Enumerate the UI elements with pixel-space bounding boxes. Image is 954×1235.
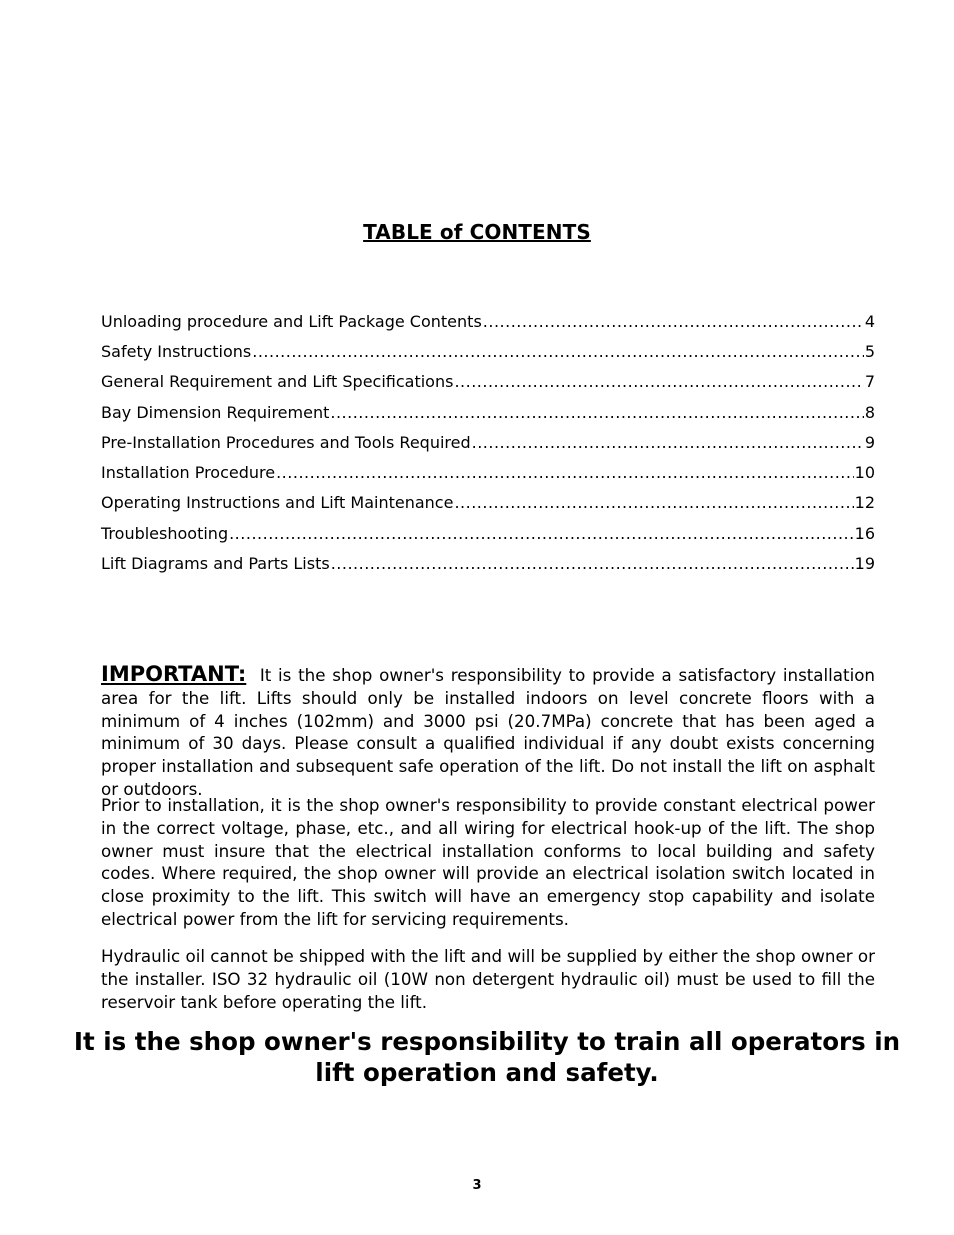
toc-entry-page: 10 [854, 463, 875, 483]
toc-entry-page: 19 [854, 554, 875, 574]
toc-entry-label: Lift Diagrams and Parts Lists [101, 554, 330, 574]
toc-entry-label: Operating Instructions and Lift Maintenance [101, 493, 454, 513]
important-text: It is the shop owner's responsibility to provide a satisfactory installation area for the lift. Lifts should only be installed indoors on level concrete floors with a minimum of 4 inches (102mm) and 3000 psi (20.7MPa) concrete that has been aged a minimum of 30 days. Please consult a qualified individual if any doubt exists concerning proper installation and subsequent safe operation of the lift. Do not install the lift on asphalt or outdoors. [101, 665, 875, 799]
toc-leader-dots [276, 463, 854, 482]
toc-entry-page: 12 [854, 493, 875, 513]
toc-entry-troubleshooting[interactable] [101, 518, 875, 548]
toc-entry-pre-installation[interactable] [101, 427, 875, 457]
toc-entry-label: Troubleshooting [101, 523, 229, 543]
toc-entry-operating[interactable] [101, 488, 875, 518]
toc-leader-dots [483, 312, 864, 331]
toc-leader-dots [331, 554, 854, 573]
toc-entry-label: Bay Dimension Requirement [101, 402, 330, 422]
toc-entry-label: Pre-Installation Procedures and Tools Required [101, 432, 471, 452]
toc-title: TABLE of CONTENTS [363, 220, 591, 244]
toc-entry-unloading[interactable] [101, 306, 875, 336]
toc-entry-general-requirement[interactable] [101, 367, 875, 397]
toc-entry-safety[interactable] [101, 336, 875, 366]
toc-leader-dots [229, 524, 854, 543]
toc-entry-label: Installation Procedure [101, 463, 276, 483]
page-number: 3 [472, 1178, 482, 1193]
toc-leader-dots [252, 342, 864, 361]
important-paragraph [101, 663, 875, 801]
toc-leader-dots [330, 403, 863, 422]
toc-entry-page: 9 [864, 432, 875, 452]
toc-entry-label: General Requirement and Lift Specifications [101, 372, 454, 392]
toc-list [101, 306, 875, 579]
toc-entry-diagrams[interactable] [101, 548, 875, 578]
toc-entry-page: 7 [864, 372, 875, 392]
toc-leader-dots [454, 493, 853, 512]
toc-entry-bay-dimension[interactable] [101, 397, 875, 427]
toc-entry-label: Safety Instructions [101, 341, 252, 361]
important-label: IMPORTANT: [101, 662, 247, 686]
toc-entry-installation[interactable] [101, 457, 875, 487]
toc-entry-page: 16 [854, 523, 875, 543]
hydraulic-oil-paragraph: Hydraulic oil cannot be shipped with the lift and will be supplied by either the shop owner or the installer. ISO 32 hydraulic oil (10W non detergent hydraulic oil) must be used to fill the reservoir tank before operating the lift. [101, 946, 875, 1012]
electrical-paragraph: Prior to installation, it is the shop owner's responsibility to provide constant electrical power in the correct voltage, phase, etc., and all wiring for electrical hook-up of the lift. The shop owner must insure that the electrical installation conforms to local building and safety codes. Where required, the shop owner will provide an electrical isolation switch located in close proximity to the lift. This switch will have an emergency stop capability and isolate electrical power from the lift for servicing requirements. [101, 795, 875, 929]
training-emphasis: It is the shop owner's responsibility to train all operators in lift operation and safety. [73, 1027, 901, 1087]
toc-entry-page: 8 [864, 402, 875, 422]
toc-leader-dots [454, 372, 863, 391]
toc-leader-dots [472, 433, 864, 452]
toc-entry-page: 4 [864, 311, 875, 331]
toc-entry-page: 5 [864, 341, 875, 361]
toc-entry-label: Unloading procedure and Lift Package Contents [101, 311, 482, 331]
